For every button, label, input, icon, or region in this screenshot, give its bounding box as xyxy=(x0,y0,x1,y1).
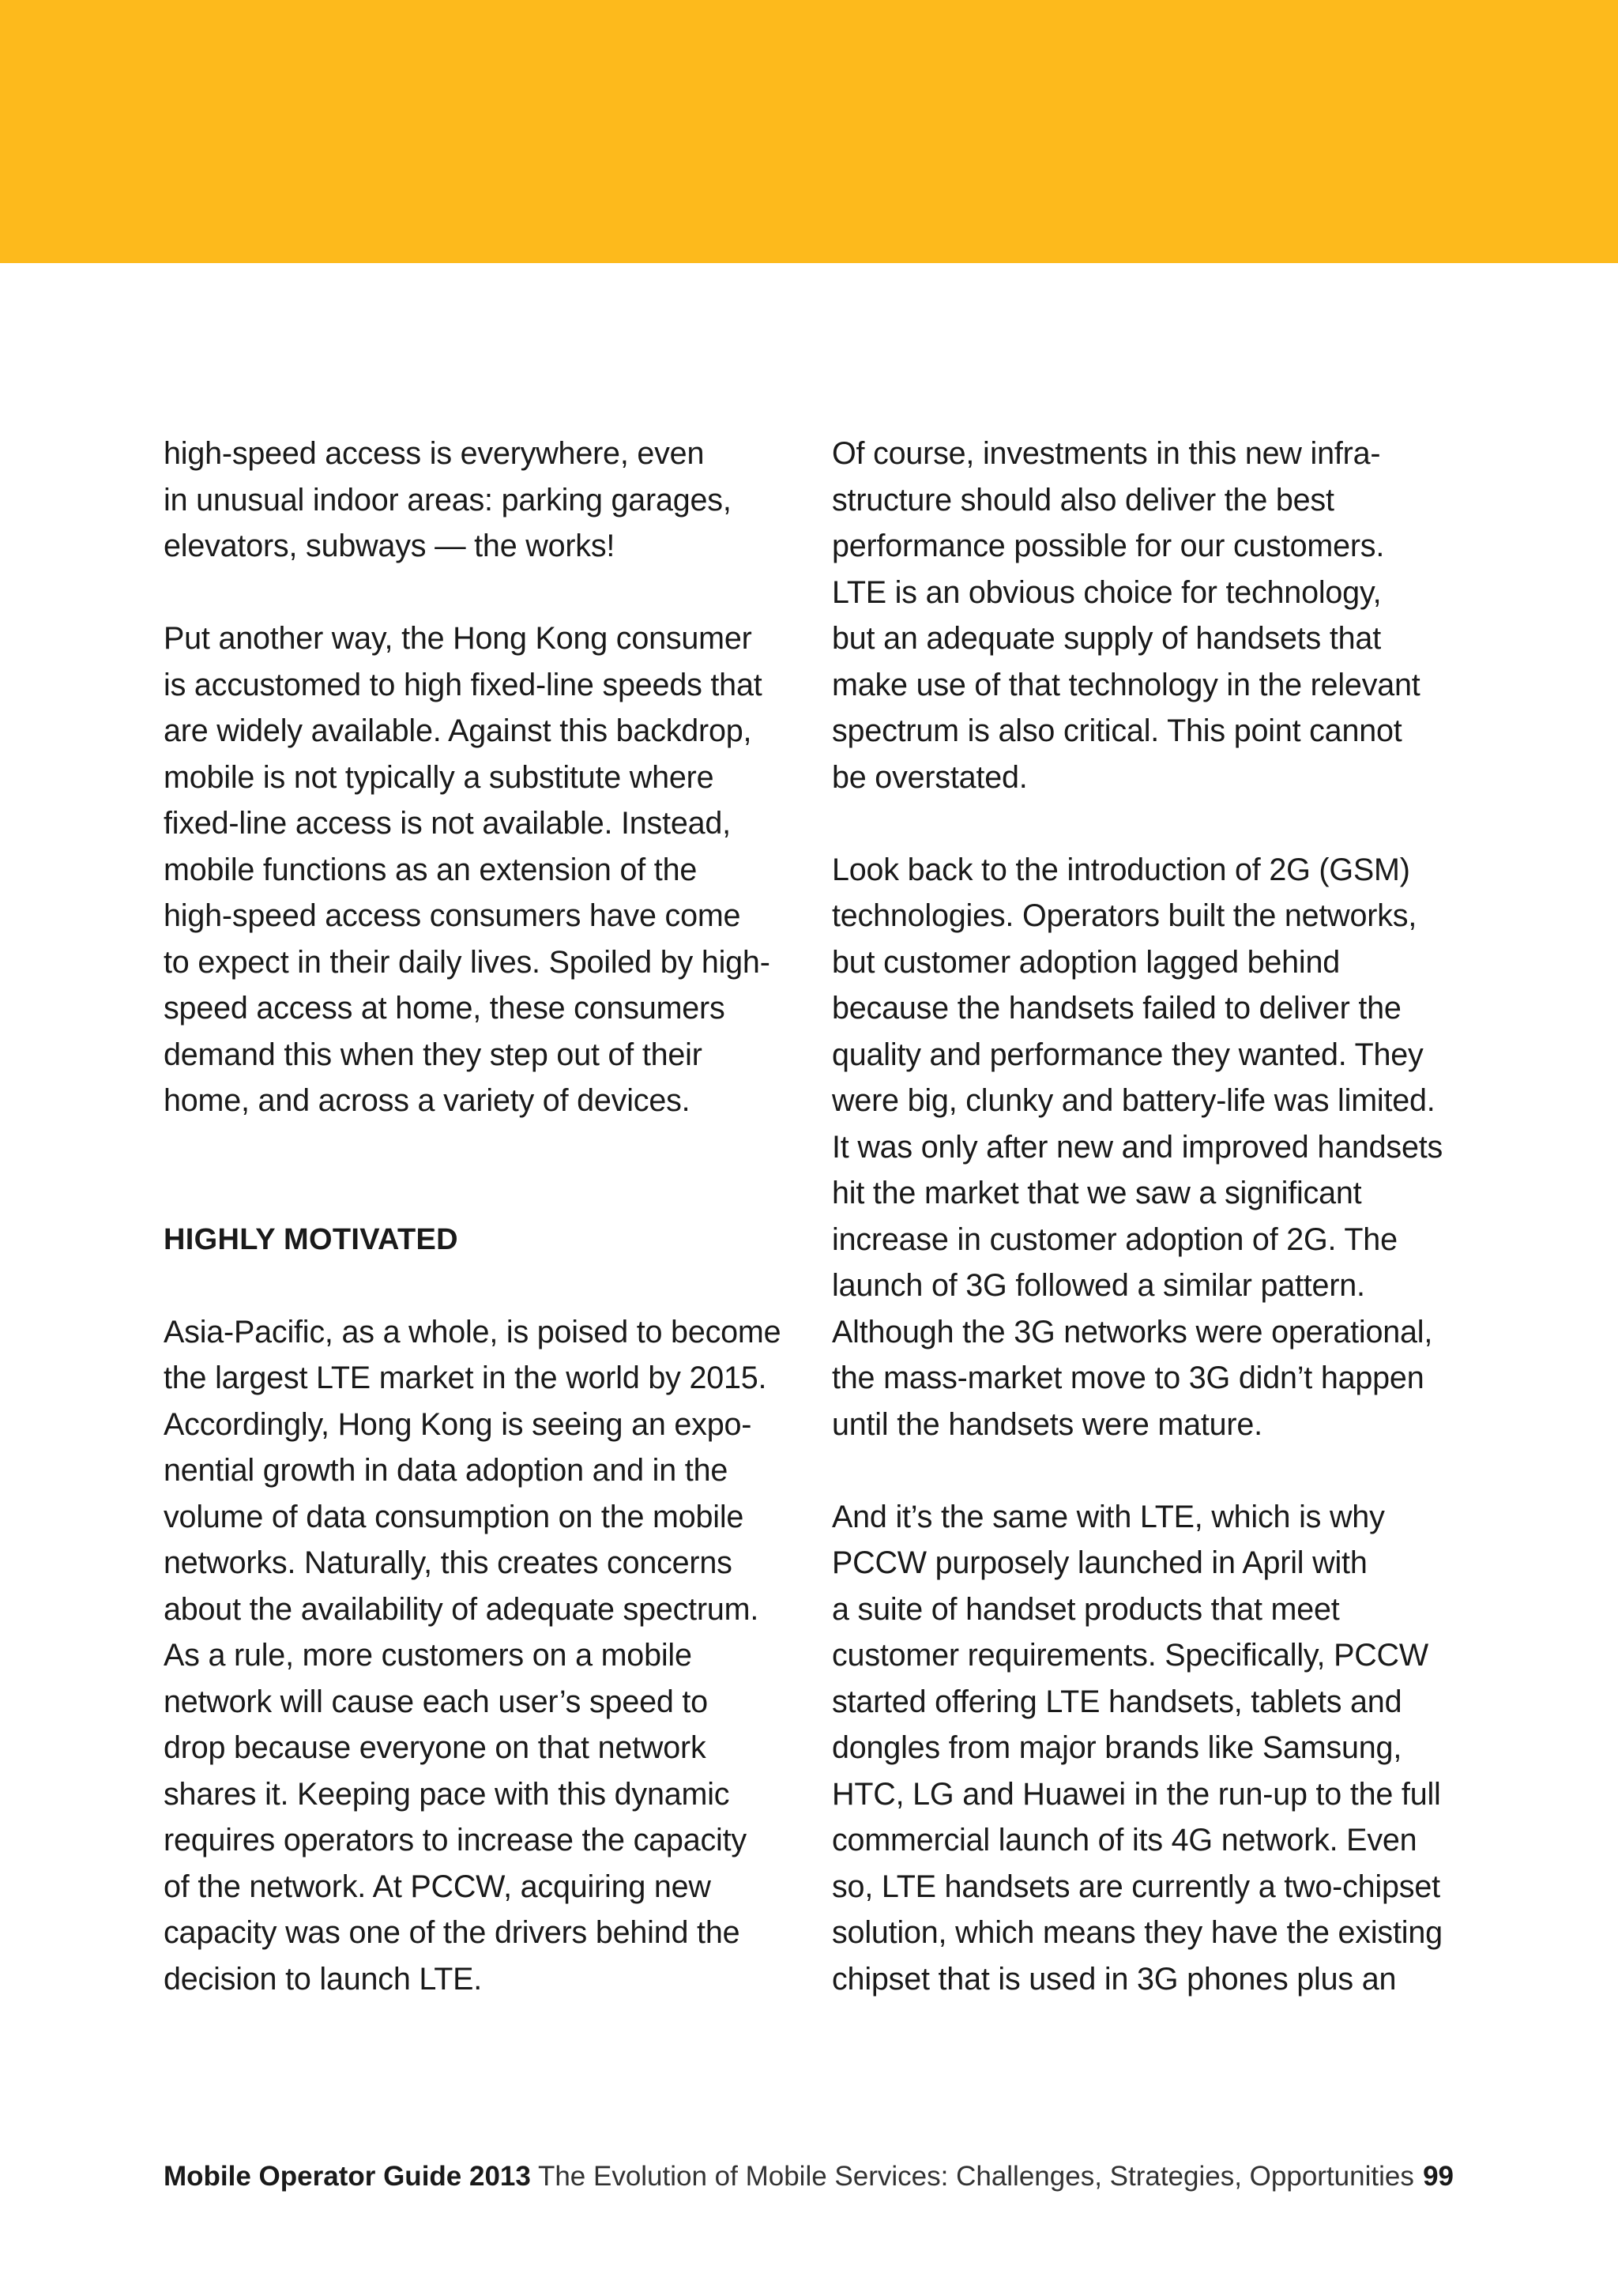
text-line: quality and performance they wanted. They xyxy=(832,1037,1424,1072)
right-paragraph-2 xyxy=(832,847,1464,1448)
text-line: volume of data consumption on the mobile xyxy=(164,1499,744,1534)
footer-subtitle: The Evolution of Mobile Services: Challenges, Strategies, Opportunities xyxy=(537,2161,1414,2192)
text-line: commercial launch of its 4G network. Even xyxy=(832,1823,1417,1858)
right-column xyxy=(832,431,1464,2002)
text-line: high-speed access consumers have come xyxy=(164,898,741,933)
right-paragraph-1 xyxy=(832,431,1464,800)
text-line: a suite of handset products that meet xyxy=(832,1591,1340,1627)
text-line: elevators, subways — the works! xyxy=(164,529,615,563)
left-paragraph-2 xyxy=(164,615,796,1124)
text-line: were big, clunky and battery-life was limited. xyxy=(832,1083,1436,1118)
text-line: And it’s the same with LTE, which is why xyxy=(832,1499,1385,1534)
text-line: mobile is not typically a substitute where xyxy=(164,759,714,795)
text-line: As a rule, more customers on a mobile xyxy=(164,1638,692,1673)
footer-publication-title: Mobile Operator Guide 2013 xyxy=(164,2161,531,2192)
text-line: so, LTE handsets are currently a two-chipset xyxy=(832,1869,1440,1904)
right-paragraph-3 xyxy=(832,1494,1464,2003)
text-line: shares it. Keeping pace with this dynamic xyxy=(164,1776,730,1812)
text-line: drop because everyone on that network xyxy=(164,1730,706,1765)
text-line: in unusual indoor areas: parking garages, xyxy=(164,482,732,518)
text-line: but customer adoption lagged behind xyxy=(832,944,1341,980)
text-line: but an adequate supply of handsets that xyxy=(832,621,1381,656)
text-line: HTC, LG and Huawei in the run-up to the full xyxy=(832,1776,1441,1812)
page-number: 99 xyxy=(1423,2161,1454,2192)
text-line: mobile functions as an extension of the xyxy=(164,852,698,887)
text-line: started offering LTE handsets, tablets and xyxy=(832,1684,1402,1719)
text-line: networks. Naturally, this creates concerns xyxy=(164,1545,732,1580)
text-line: the largest LTE market in the world by 2015. xyxy=(164,1361,767,1395)
text-line: structure should also deliver the best xyxy=(832,482,1334,518)
text-line: increase in customer adoption of 2G. The xyxy=(832,1221,1398,1257)
text-line: dongles from major brands like Samsung, xyxy=(832,1730,1402,1765)
text-line: Asia-Pacific, as a whole, is poised to become xyxy=(164,1314,781,1349)
text-line: Although the 3G networks were operational, xyxy=(832,1314,1433,1349)
text-line: home, and across a variety of devices. xyxy=(164,1083,690,1118)
left-paragraph-1 xyxy=(164,431,796,570)
left-paragraph-3 xyxy=(164,1309,796,2003)
text-line: demand this when they step out of their xyxy=(164,1037,702,1072)
text-line: make use of that technology in the relevant xyxy=(832,667,1420,702)
text-line: customer requirements. Specifically, PCCW xyxy=(832,1638,1428,1673)
text-line: requires operators to increase the capacity xyxy=(164,1823,747,1858)
text-line: of the network. At PCCW, acquiring new xyxy=(164,1869,711,1904)
text-line: Look back to the introduction of 2G (GSM) xyxy=(832,852,1410,887)
text-line: to expect in their daily lives. Spoiled by high- xyxy=(164,944,770,980)
text-line: Of course, investments in this new infra- xyxy=(832,436,1381,471)
text-line: It was only after new and improved handsets xyxy=(832,1129,1443,1165)
text-line: nential growth in data adoption and in the xyxy=(164,1453,728,1488)
text-line: solution, which means they have the existing xyxy=(832,1915,1443,1950)
text-line: technologies. Operators built the networks, xyxy=(832,898,1417,933)
header-color-band xyxy=(0,0,1618,263)
text-line: decision to launch LTE. xyxy=(164,1961,483,1997)
text-line: performance possible for our customers. xyxy=(832,529,1385,563)
text-line: LTE is an obvious choice for technology, xyxy=(832,574,1382,610)
text-line: until the handsets were mature. xyxy=(832,1406,1262,1442)
text-line: Put another way, the Hong Kong consumer xyxy=(164,621,752,656)
text-line: the mass-market move to 3G didn’t happen xyxy=(832,1361,1424,1395)
text-line: launch of 3G followed a similar pattern. xyxy=(832,1268,1365,1303)
text-line: speed access at home, these consumers xyxy=(164,991,725,1026)
text-line: be overstated. xyxy=(832,759,1028,795)
text-line: are widely available. Against this backdrop, xyxy=(164,713,752,748)
page-footer xyxy=(164,2157,1454,2196)
text-line: is accustomed to high fixed-line speeds that xyxy=(164,667,762,702)
text-line: high-speed access is everywhere, even xyxy=(164,436,705,471)
text-line: about the availability of adequate spectrum. xyxy=(164,1591,759,1627)
text-line: Accordingly, Hong Kong is seeing an expo- xyxy=(164,1406,752,1442)
text-line: capacity was one of the drivers behind the xyxy=(164,1915,740,1950)
text-line: chipset that is used in 3G phones plus an xyxy=(832,1961,1397,1997)
text-line: spectrum is also critical. This point cannot xyxy=(832,713,1402,748)
text-line: PCCW purposely launched in April with xyxy=(832,1545,1368,1580)
text-line: because the handsets failed to deliver the xyxy=(832,991,1402,1026)
text-line: network will cause each user’s speed to xyxy=(164,1684,708,1719)
left-column xyxy=(164,431,796,2002)
text-line: fixed-line access is not available. Instead, xyxy=(164,806,731,841)
section-heading: HIGHLY MOTIVATED xyxy=(164,1222,458,1256)
text-line: hit the market that we saw a significant xyxy=(832,1176,1362,1210)
